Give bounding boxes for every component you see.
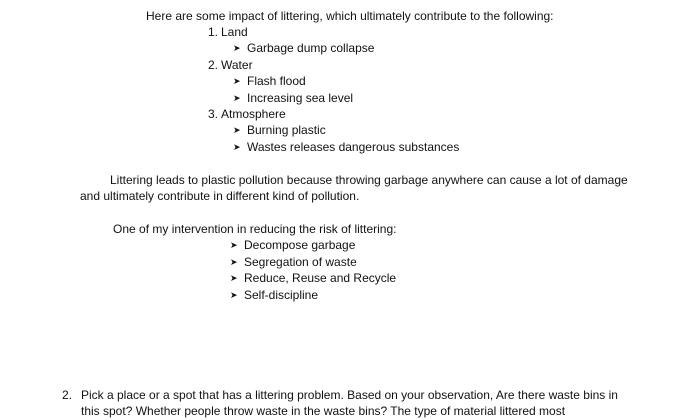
bullet-item	[230, 238, 355, 252]
impact-item-water	[208, 58, 253, 72]
intervention-heading: One of my intervention in reducing the risk of littering:	[113, 222, 397, 236]
paragraph-line-1: Littering leads to plastic pollution because throwing garbage anywhere can cause a lot of damage	[110, 173, 628, 187]
bullet-text: Segregation of waste	[244, 255, 357, 269]
bullet-item	[230, 288, 318, 302]
arrowhead-bullet-icon: ➤	[233, 142, 241, 152]
bullet-text: Decompose garbage	[244, 238, 356, 252]
impact-label: Land	[221, 25, 248, 39]
impact-label: Water	[221, 58, 253, 72]
bullet-item	[233, 74, 306, 88]
bullet-item	[233, 41, 374, 55]
impact-number: 2.	[208, 58, 219, 72]
question-line-1: Pick a place or a spot that has a littering problem. Based on your observation, Are there waste bins in	[81, 388, 618, 402]
impact-item-atmosphere	[208, 107, 286, 121]
bullet-item	[233, 123, 326, 137]
bullet-text: Wastes releases dangerous substances	[247, 140, 460, 154]
bullet-item	[230, 271, 396, 285]
bullet-text: Flash flood	[247, 74, 306, 88]
paragraph-line-2: and ultimately contribute in different kind of pollution.	[80, 189, 360, 203]
intro-text: Here are some impact of littering, which ultimately contribute to the following:	[146, 9, 554, 23]
bullet-text: Burning plastic	[247, 123, 326, 137]
impact-number: 1.	[208, 25, 219, 39]
question-line-2: this spot? Whether people throw waste in the waste bins? The type of material littered most	[81, 404, 566, 418]
bullet-item	[230, 255, 357, 269]
arrowhead-bullet-icon: ➤	[233, 43, 241, 53]
bullet-text: Self-discipline	[244, 288, 319, 302]
arrowhead-bullet-icon: ➤	[230, 240, 238, 250]
impact-item-land	[208, 25, 248, 39]
bullet-text: Garbage dump collapse	[247, 41, 375, 55]
arrowhead-bullet-icon: ➤	[233, 125, 241, 135]
bullet-text: Increasing sea level	[247, 91, 354, 105]
arrowhead-bullet-icon: ➤	[230, 273, 238, 283]
arrowhead-bullet-icon: ➤	[230, 290, 238, 300]
bullet-item	[233, 91, 353, 105]
bullet-text: Reduce, Reuse and Recycle	[244, 271, 397, 285]
arrowhead-bullet-icon: ➤	[233, 76, 241, 86]
bullet-item	[233, 140, 459, 154]
impact-label: Atmosphere	[221, 107, 286, 121]
impact-number: 3.	[208, 107, 219, 121]
question-number: 2.	[62, 388, 73, 402]
arrowhead-bullet-icon: ➤	[230, 257, 238, 267]
arrowhead-bullet-icon: ➤	[233, 93, 241, 103]
